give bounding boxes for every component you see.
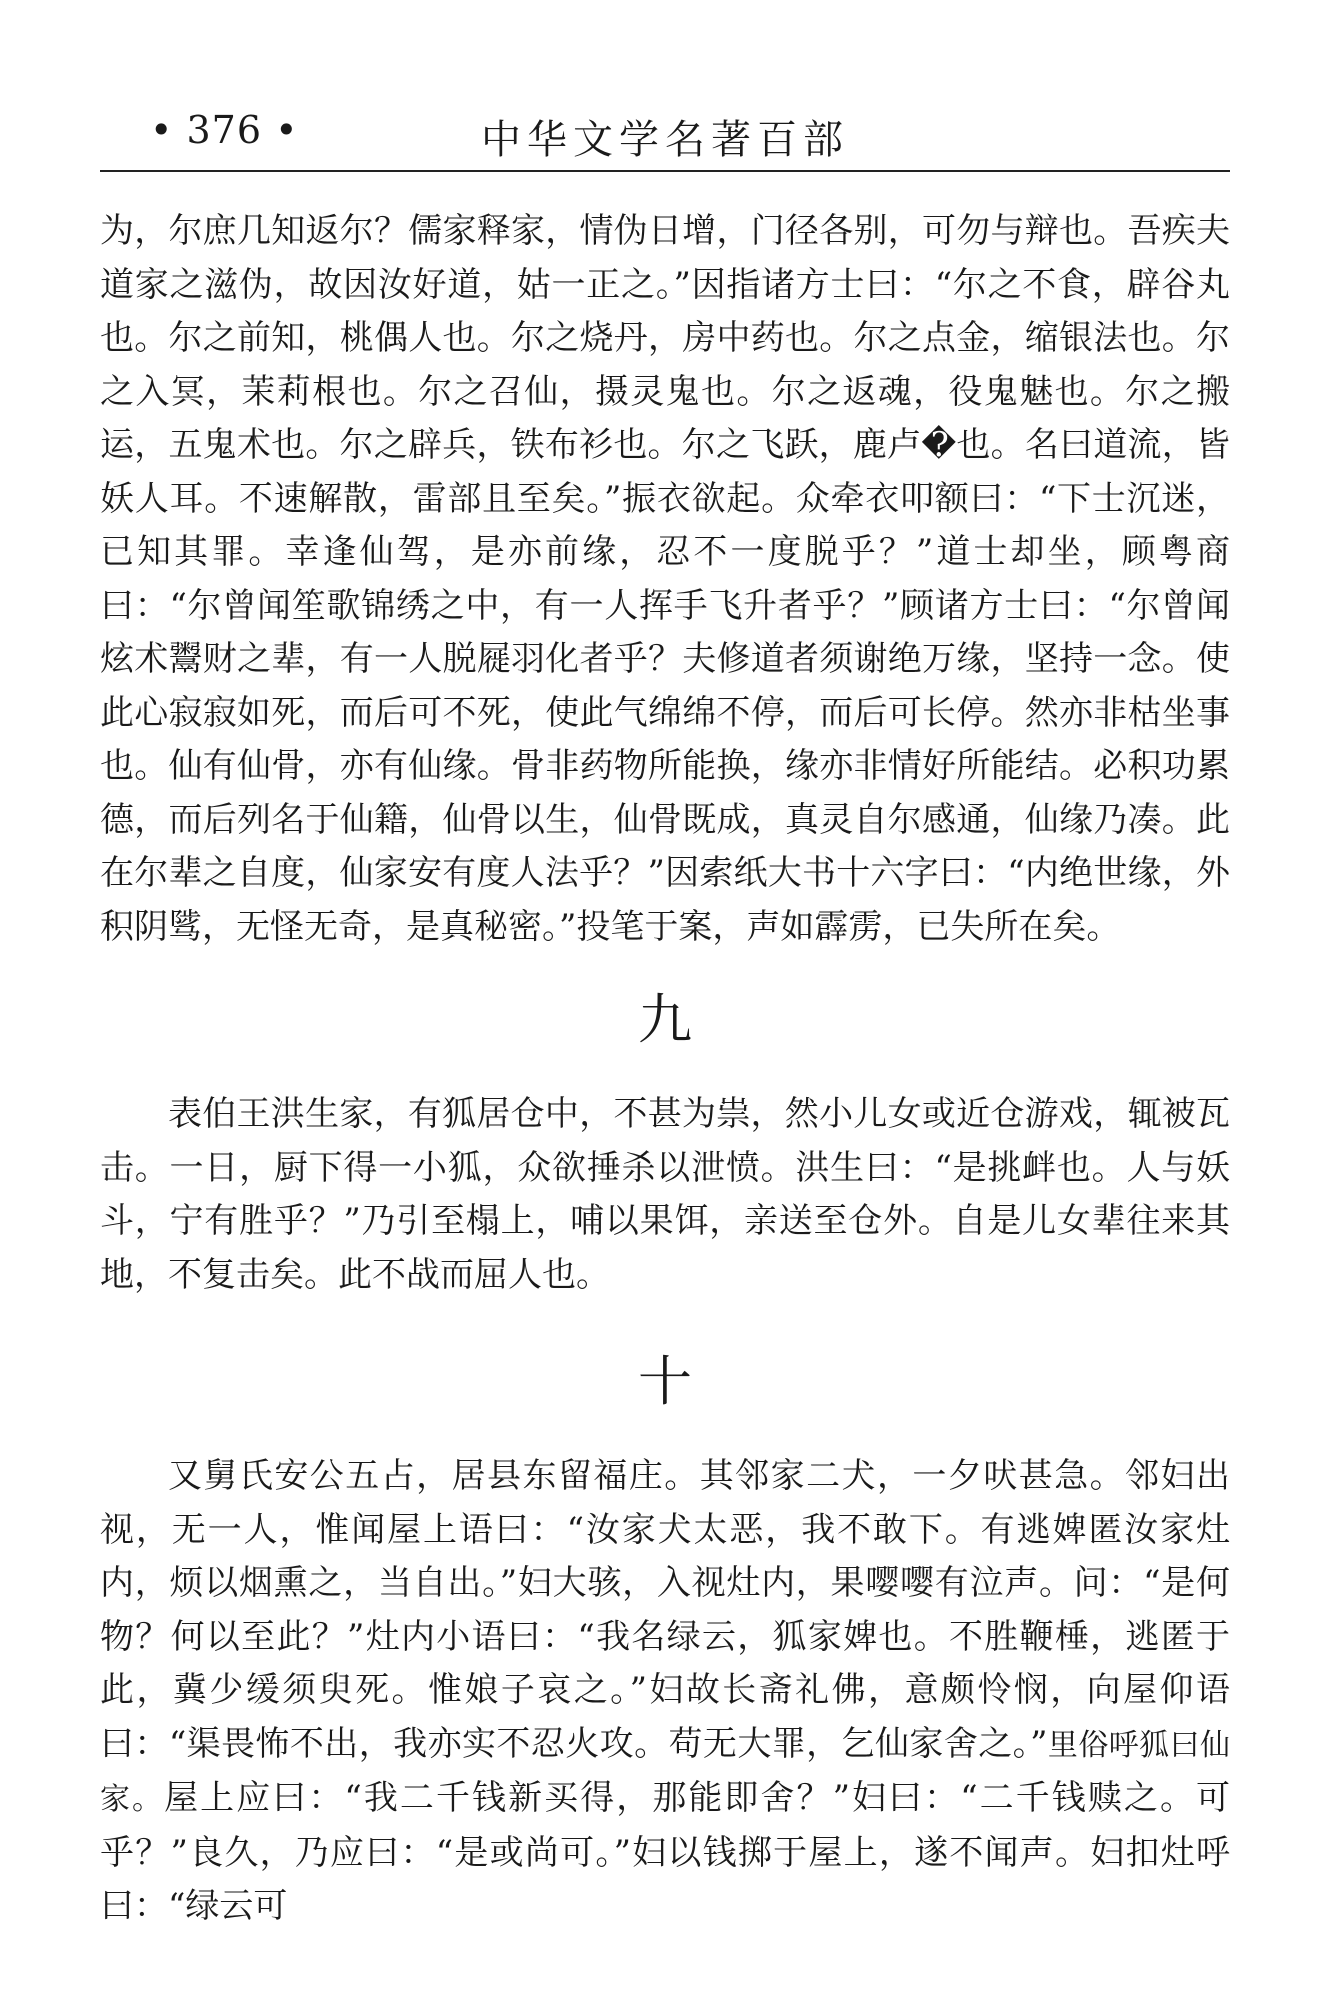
section-heading-ten: 十	[638, 1350, 692, 1413]
section-ten-text-part2: 屋上应曰：“我二千钱新买得，那能即舍？”妇曰：“二千钱赎之。可乎？”良久，乃应曰：“是或尚可。”妇以钱掷于屋上，遂不闻声。妇扣灶呼曰：“绿云可	[100, 1778, 1230, 1926]
book-title: 中华文学名著百部	[481, 117, 849, 163]
header-rule	[100, 170, 1230, 172]
section-ten-text-part1: 又舅氏安公五占，居县东留福庄。其邻家二犬，一夕吠甚急。邻妇出视，无一人，惟闻屋上语曰：“汝家犬太恶，我不敢下。有逃婢匿汝家灶内，烦以烟熏之，当自出。”妇大骇，入视灶内，果嘤嘤有泣声。问：“是何物？何以至此？”灶内小语曰：“我名绿云，狐家婢也。不胜鞭棰，逃匿于此，冀少缓须臾死。惟娘子哀之。”妇故长斋礼佛，意颇怜悯，向屋仰语曰：“渠畏怖不出，我亦实不忍火攻。苟无大罪，乞仙家舍之。”	[100, 1456, 1230, 1764]
running-header	[100, 108, 1230, 168]
section-heading-nine: 九	[638, 988, 692, 1051]
section-ten-paragraph	[100, 1450, 1230, 1934]
section-nine-paragraph: 表伯王洪生家，有狐居仓中，不甚为祟，然小儿女或近仓游戏，辄被瓦击。一日，厨下得一小狐，众欲捶杀以泄愤。洪生曰：“是挑衅也。人与妖斗，宁有胜乎？”乃引至榻上，哺以果饵，亲送至仓外。自是儿女辈往来其地，不复击矣。此不战而屈人也。	[100, 1094, 1230, 1295]
continuation-paragraph: 为，尔庶几知返尔？儒家释家，情伪日增，门径各别，可勿与辩也。吾疾夫道家之滋伪，故因汝好道，姑一正之。”因指诸方士曰：“尔之不食，辟谷丸也。尔之前知，桃偶人也。尔之烧丹，房中药也。尔之点金，缩银法也。尔之入冥，茉莉根也。尔之召仙，摄灵鬼也。尔之返魂，役鬼魅也。尔之搬运，五鬼术也。尔之辟兵，铁布衫也。尔之飞跃，鹿卢�也。名曰道流，皆妖人耳。不速解散，雷部且至矣。”振衣欲起。众牵衣叩额曰：“下士沉迷，已知其罪。幸逢仙驾，是亦前缘，忍不一度脱乎？”道士却坐，顾粤商曰：“尔曾闻笙歌锦绣之中，有一人挥手飞升者乎？”顾诸方士曰：“尔曾闻炫术鬻财之辈，有一人脱屣羽化者乎？夫修道者须谢绝万缘，坚持一念。使此心寂寂如死，而后可不死，使此气绵绵不停，而后可长停。然亦非枯坐事也。仙有仙骨，亦有仙缘。骨非药物所能换，缘亦非情好所能结。必积功累德，而后列名于仙籍，仙骨以生，仙骨既成，真灵自尔感通，仙缘乃凑。此在尔辈之自度，仙家安有度人法乎？”因索纸大书十六字曰：“内绝世缘，外积阴骘，无怪无奇，是真秘密。”投笔于案，声如霹雳，已失所在矣。	[100, 211, 1230, 947]
inline-note: 里俗呼狐曰仙家。	[100, 1727, 1230, 1817]
page-number: • 376 •	[150, 108, 299, 152]
body-text	[100, 205, 1230, 1934]
